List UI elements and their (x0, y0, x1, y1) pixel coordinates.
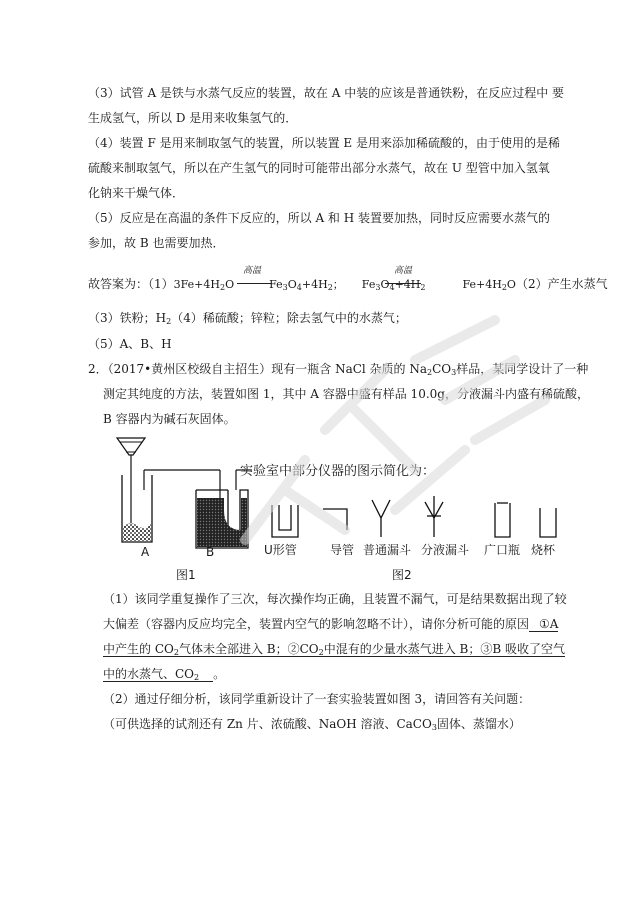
question-line: （可供选择的试剂还有 Zn 片、浓硫酸、NaOH 溶液、CaCO$_3$固体、蒸馏水） (103, 717, 521, 732)
container-b-icon (196, 470, 252, 548)
wide-mouth-bottle-icon (495, 503, 510, 537)
question-line: 2．（2017•黄州区校级自主招生）现有一瓶含 NaCl 杂质的 $Na_2CO_3$样品，某同学设计了一种 (88, 362, 589, 377)
answer-tail: （2）产生水蒸气 (515, 277, 608, 291)
answer-line: （5）A、B、H (88, 337, 172, 351)
pipe-icon (323, 509, 347, 530)
reaction-condition: 高温 (394, 266, 413, 276)
equation-1: $3Fe+4H_2O$ $Fe_3O_4+4H_2$； (173, 278, 344, 292)
text-line: 参加，故 B 也需要加热． (88, 236, 225, 250)
label-beaker: 烧杯 (531, 543, 556, 557)
figure-2-caption: 图2 (392, 568, 412, 582)
text-line: （3）试管 A 是铁与水蒸气反应的装置，故在 A 中装的应该是普通铁粉，在反应过程中 要 (88, 86, 565, 100)
answer-underline: 中的水蒸气、$CO_2$ (103, 667, 213, 682)
text-line: 硫酸来制取氢气，所以在产生氢气的同时可能带出部分水蒸气，故在 U 型管中加入氢氧 (88, 161, 550, 175)
question-line: B 容器内为碱石灰固体。 (103, 412, 236, 426)
label-a: A (141, 545, 150, 559)
answer-prefix: 故答案为：（1） (88, 277, 174, 291)
label-separatory-funnel: 分液漏斗 (421, 543, 470, 557)
beaker-icon (540, 508, 556, 537)
label-bottle: 广口瓶 (484, 543, 521, 557)
label-pipe: 导管 (330, 543, 355, 557)
question-line: 测定其纯度的方法，装置如图 1，其中 A 容器中盛有样品 10.0g，分液漏斗内盛有稀硫酸， (103, 387, 589, 401)
question-number: 2． (88, 362, 108, 376)
reaction-condition: 高温 (243, 266, 262, 276)
text-line: 化钠来干燥气体． (88, 186, 185, 200)
u-tube-icon (272, 505, 298, 537)
figure-title: 实验室中部分仪器的图示简化为： (240, 464, 436, 479)
answer-line (88, 276, 608, 296)
funnel-icon (372, 500, 390, 537)
text-line: 生成氢气，所以 D 是用来收集氢气的． (88, 111, 298, 125)
label-b: B (206, 545, 215, 559)
text-line: （5）反应是在高温的条件下反应的，所以 A 和 H 装置要加热，同时反应需要水蒸气的 (88, 211, 551, 225)
question-line: 中的水蒸气、$CO_2$ 。 (103, 667, 226, 682)
answer-underline: 中产生的 $CO_2$气体未全部进入 B；$②CO_2$中混有的少量水蒸气进入 B；③B 吸收了空气 (103, 642, 565, 657)
question-line: 大偏差（容器内反应均完全，装置内空气的影响忽略不计），请你分析可能的原因 ①A (103, 617, 559, 631)
answer-line: （3）铁粉；$H_2(4)$稀硫酸；锌粒；除去氢气中的水蒸气； (88, 311, 407, 326)
label-u-tube: U形管 (264, 543, 297, 557)
question-line (103, 641, 565, 661)
figure-1-caption: 图1 (176, 568, 196, 582)
text-line: （4）装置 F 是用来制取氢气的装置，所以装置 E 是用来添加稀硫酸的，由于使用的是稀 (88, 136, 560, 150)
answer-underline: ①A (529, 617, 558, 632)
question-line: （1）该同学重复操作了三次，每次操作均正确，且装置不漏气，可是结果数据出现了较 (103, 592, 567, 606)
equation-2: $Fe_3O_4+4H_2$ $Fe+4H_2O$ (361, 278, 516, 292)
question-line: （2）通过仔细分析，该同学重新设计了一套实验装置如图 3，请回答有关问题： (103, 692, 531, 706)
separatory-funnel-icon (117, 438, 145, 538)
label-funnel: 普通漏斗 (363, 543, 412, 557)
separatory-funnel-small-icon (425, 496, 443, 537)
